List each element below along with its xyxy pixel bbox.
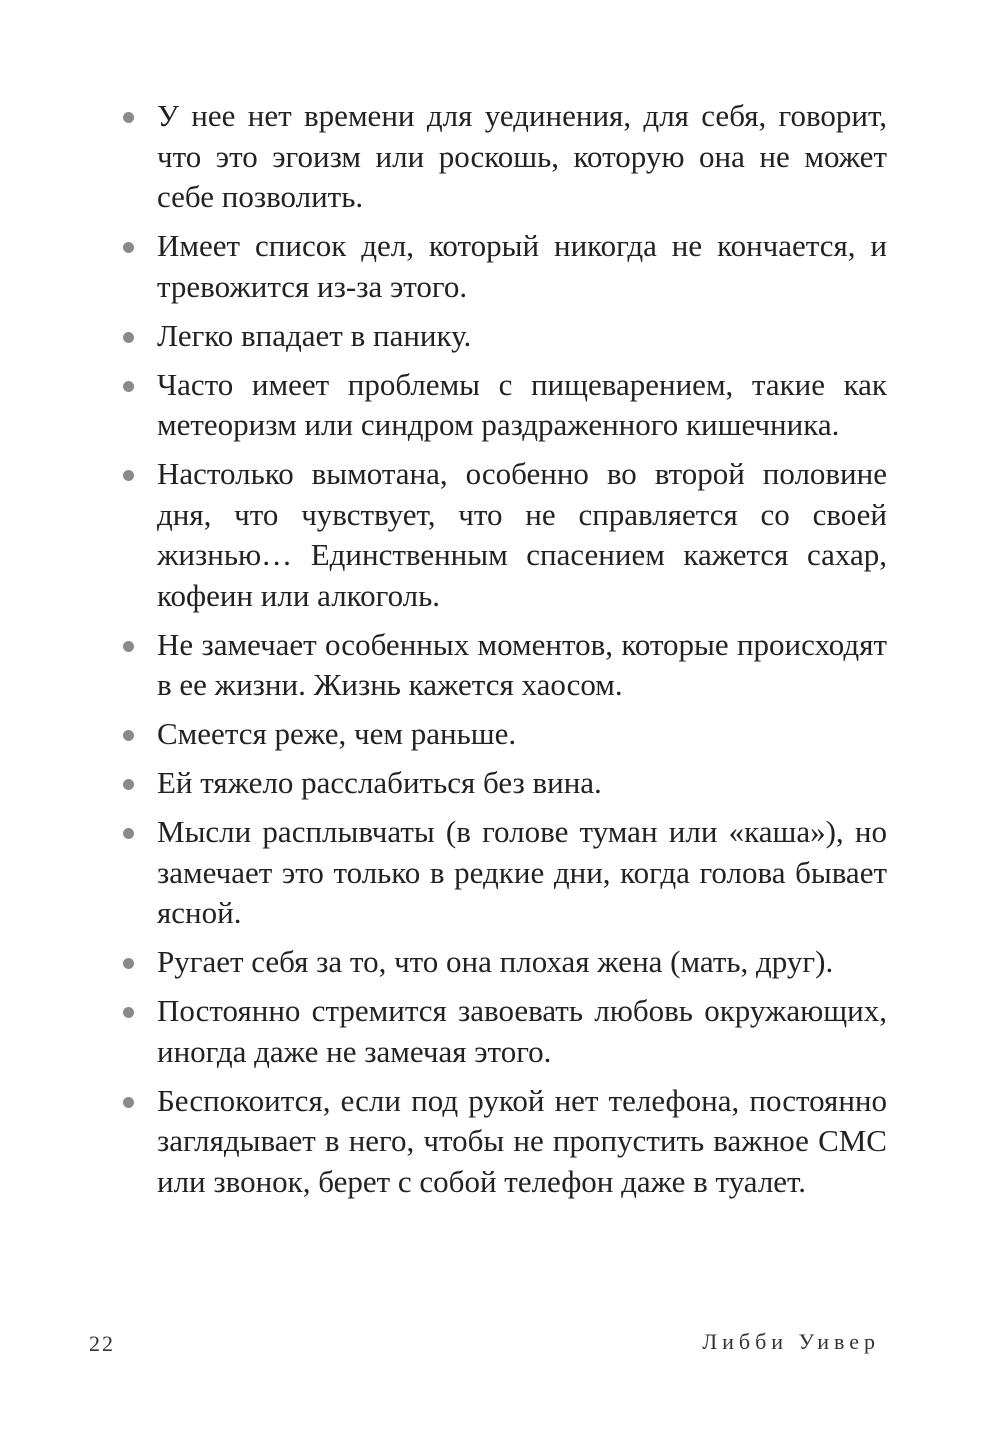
list-item (117, 1081, 887, 1203)
bullet-dot-icon (123, 730, 134, 741)
list-item (117, 454, 887, 616)
list-item-text: У нее нет времени для уединения, для себя, говорит, что это эгоизм или роскошь, которую она не может себе позволить. (157, 98, 887, 214)
list-item (117, 96, 887, 218)
symptom-bullet-list (117, 96, 887, 1211)
bullet-dot-icon (123, 1097, 134, 1108)
list-item-text: Смеется реже, чем раньше. (157, 716, 517, 751)
list-item-text: Не замечает особенных моментов, которые происходят в ее жизни. Жизнь кажется хаосом. (157, 626, 887, 702)
running-footer-author: Либби Уивер (702, 1329, 880, 1354)
bullet-dot-icon (123, 242, 134, 253)
list-item (117, 763, 887, 804)
bullet-dot-icon (123, 958, 134, 969)
list-item-text: Ругает себя за то, что она плохая жена (мать, друг). (157, 944, 834, 979)
list-item-text: Ей тяжело расслабиться без вина. (157, 765, 602, 800)
list-item-text: Часто имеет проблемы с пищеварением, такие как метеоризм или синдром раздраженного кишечника. (157, 366, 887, 442)
list-item (117, 812, 887, 934)
list-item (117, 365, 887, 446)
bullet-dot-icon (123, 332, 134, 343)
list-item-text: Легко впадает в панику. (157, 317, 472, 353)
list-item-text: Мысли расплывчаты (в голове туман или «каша»), но замечает это только в редкие дни, когда голова бывает ясной. (157, 814, 887, 930)
bullet-dot-icon (123, 828, 134, 839)
list-item (117, 316, 887, 357)
bullet-dot-icon (123, 112, 134, 123)
list-item-text: Беспокоится, если под рукой нет телефона, постоянно заглядывает в него, чтобы не пропустить важное СМС или звонок, берет с собой телефон даже в туалет. (157, 1082, 887, 1199)
page-number: 22 (89, 1331, 115, 1356)
list-item-text: Постоянно стремится завоевать любовь окружающих, иногда даже не замечая этого. (157, 993, 887, 1069)
list-item (117, 942, 887, 983)
list-item (117, 714, 887, 755)
bullet-dot-icon (123, 641, 134, 652)
list-item-text: Имеет список дел, который никогда не кончается, и тревожится из-за этого. (157, 228, 887, 304)
bullet-dot-icon (123, 470, 134, 481)
bullet-dot-icon (123, 381, 134, 392)
bullet-dot-icon (123, 1007, 134, 1018)
list-item-text: Настолько вымотана, особенно во второй половине дня, что чувствует, что не справляется со своей жизнью… Единственным спасением кажется сахар, кофеин или алкоголь. (157, 456, 887, 613)
bullet-dot-icon (123, 779, 134, 790)
list-item (117, 625, 887, 706)
list-item (117, 991, 887, 1072)
list-item (117, 226, 887, 307)
